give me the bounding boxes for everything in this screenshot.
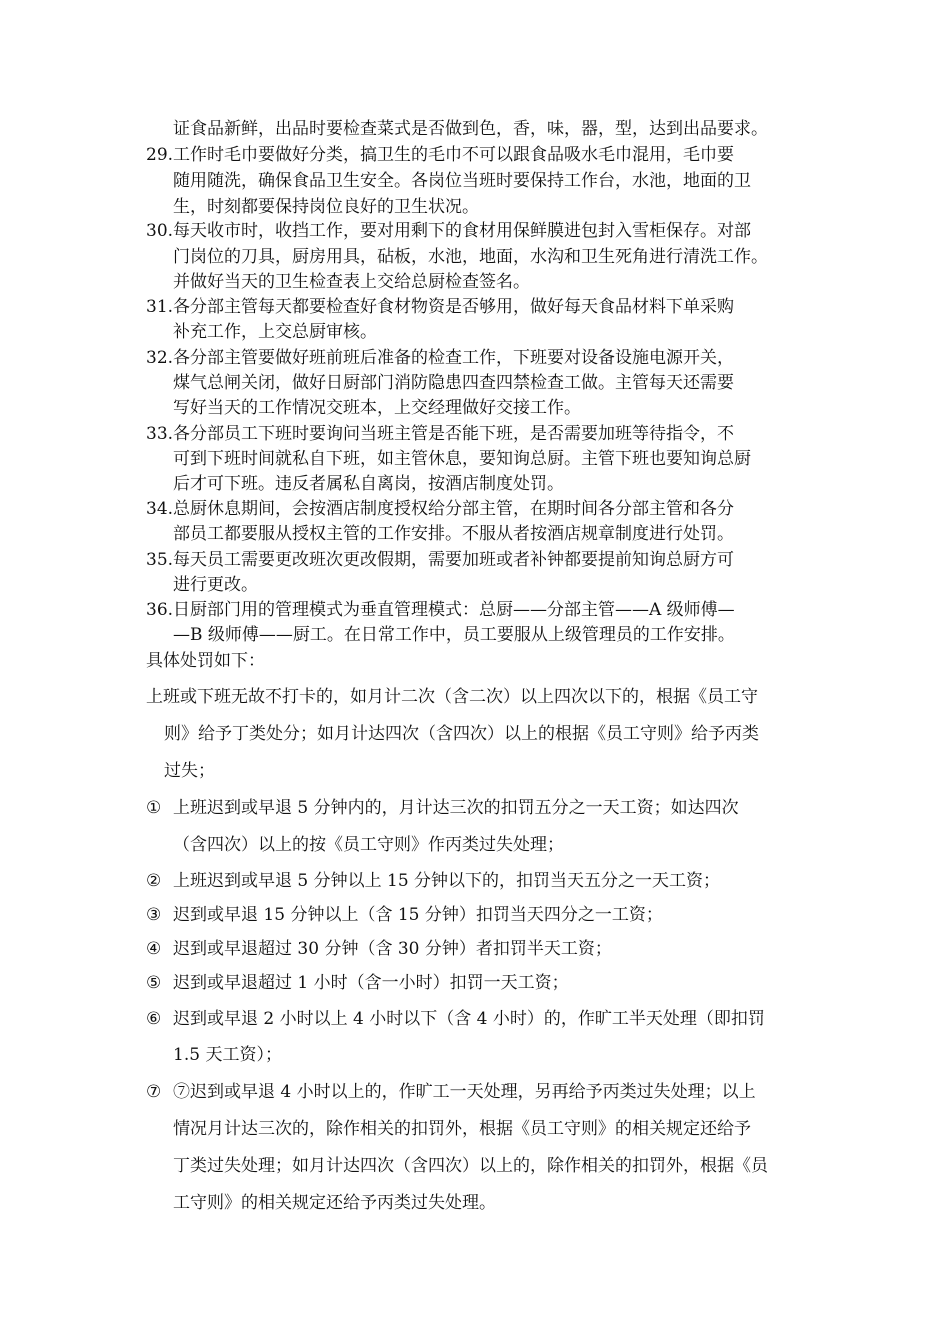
penalty-marker: ⑦ xyxy=(146,1082,162,1102)
list-item-line: 并做好当天的卫生检查表上交给总厨检查签名。 xyxy=(173,272,530,292)
penalty-heading: 具体处罚如下： xyxy=(146,651,265,671)
list-item-line: 部员工都要服从授权主管的工作安排。不服从者按酒店规章制度进行处罚。 xyxy=(173,524,734,544)
penalty-marker: ① xyxy=(146,798,162,818)
list-item-line: 随用随洗，确保食品卫生安全。各岗位当班时要保持工作台，水池，地面的卫 xyxy=(173,171,751,191)
list-item-line: 证食品新鲜，出品时要检查菜式是否做到色，香，味，器，型，达到出品要求。 xyxy=(173,119,768,139)
penalty-line: 迟到或早退 2 小时以上 4 小时以下（含 4 小时）的，作旷工半天处理（即扣罚 xyxy=(173,1009,765,1029)
list-item-line: 门岗位的刀具，厨房用具，砧板，水池，地面，水沟和卫生死角进行清洗工作。 xyxy=(173,247,768,267)
penalty-line: 上班迟到或早退 5 分钟以上 15 分钟以下的，扣罚当天五分之一天工资； xyxy=(173,871,721,891)
list-item-line: 日厨部门用的管理模式为垂直管理模式：总厨——分部主管——A 级师傅— xyxy=(173,600,735,620)
intro-line: 过失； xyxy=(164,761,215,781)
list-item-line: 后才可下班。违反者属私自离岗，按酒店制度处罚。 xyxy=(173,474,564,494)
list-item-line: 每天员工需要更改班次更改假期，需要加班或者补钟都要提前知询总厨方可 xyxy=(173,550,734,570)
intro-line: 则》给予丁类处分；如月计达四次（含四次）以上的根据《员工守则》给予丙类 xyxy=(164,724,759,744)
penalty-line: 丁类过失处理；如月计达四次（含四次）以上的，除作相关的扣罚外，根据《员 xyxy=(173,1156,768,1176)
list-item-line: 煤气总闸关闭，做好日厨部门消防隐患四查四禁检查工做。主管每天还需要 xyxy=(173,373,734,393)
penalty-line: 1.5 天工资）； xyxy=(173,1045,282,1065)
list-item-number: 31. xyxy=(146,297,174,317)
list-item-number: 32. xyxy=(146,348,174,368)
list-item-line: 各分部主管要做好班前班后准备的检查工作，下班要对设备设施电源开关， xyxy=(173,348,734,368)
list-item-number: 33. xyxy=(146,424,174,444)
penalty-marker: ⑥ xyxy=(146,1009,162,1029)
list-item-line: —B 级师傅——厨工。在日常工作中，员工要服从上级管理员的工作安排。 xyxy=(173,625,735,645)
list-item-line: 各分部员工下班时要询问当班主管是否能下班，是否需要加班等待指令，不 xyxy=(173,424,734,444)
penalty-line: 迟到或早退 15 分钟以上（含 15 分钟）扣罚当天四分之一工资； xyxy=(173,905,663,925)
penalty-line: 上班迟到或早退 5 分钟内的，月计达三次的扣罚五分之一天工资；如达四次 xyxy=(173,798,739,818)
penalty-line: ⑦迟到或早退 4 小时以上的，作旷工一天处理，另再给予丙类过失处理；以上 xyxy=(173,1082,756,1102)
list-item-line: 进行更改。 xyxy=(173,575,258,595)
list-item-line: 每天收市时，收挡工作，要对用剩下的食材用保鲜膜进包封入雪柜保存。对部 xyxy=(173,221,751,241)
intro-line: 上班或下班无故不打卡的，如月计二次（含二次）以上四次以下的，根据《员工守 xyxy=(146,687,758,707)
penalty-line: 迟到或早退超过 1 小时（含一小时）扣罚一天工资； xyxy=(173,973,569,993)
penalty-marker: ③ xyxy=(146,905,162,925)
list-item-number: 35. xyxy=(146,550,174,570)
penalty-line: （含四次）以上的按《员工守则》作丙类过失处理； xyxy=(173,835,564,855)
list-item-line: 可到下班时间就私自下班，如主管休息，要知询总厨。主管下班也要知询总厨 xyxy=(173,449,751,469)
penalty-marker: ⑤ xyxy=(146,973,162,993)
list-item-number: 30. xyxy=(146,221,174,241)
penalty-marker: ② xyxy=(146,871,162,891)
list-item-line: 写好当天的工作情况交班本，上交经理做好交接工作。 xyxy=(173,398,581,418)
list-item-number: 34. xyxy=(146,499,174,519)
list-item-line: 补充工作，上交总厨审核。 xyxy=(173,322,377,342)
penalty-line: 工守则》的相关规定还给予丙类过失处理。 xyxy=(173,1193,496,1213)
list-item-number: 36. xyxy=(146,600,174,620)
list-item-line: 生，时刻都要保持岗位良好的卫生状况。 xyxy=(173,197,479,217)
list-item-line: 总厨休息期间，会按酒店制度授权给分部主管，在期时间各分部主管和各分 xyxy=(173,499,734,519)
penalty-line: 情况月计达三次的，除作相关的扣罚外，根据《员工守则》的相关规定还给予 xyxy=(173,1119,751,1139)
penalty-line: 迟到或早退超过 30 分钟（含 30 分钟）者扣罚半天工资； xyxy=(173,939,612,959)
penalty-marker: ④ xyxy=(146,939,162,959)
list-item-line: 工作时毛巾要做好分类，搞卫生的毛巾不可以跟食品吸水毛巾混用，毛巾要 xyxy=(173,145,734,165)
list-item-number: 29. xyxy=(146,145,174,165)
list-item-line: 各分部主管每天都要检查好食材物资是否够用，做好每天食品材料下单采购 xyxy=(173,297,734,317)
